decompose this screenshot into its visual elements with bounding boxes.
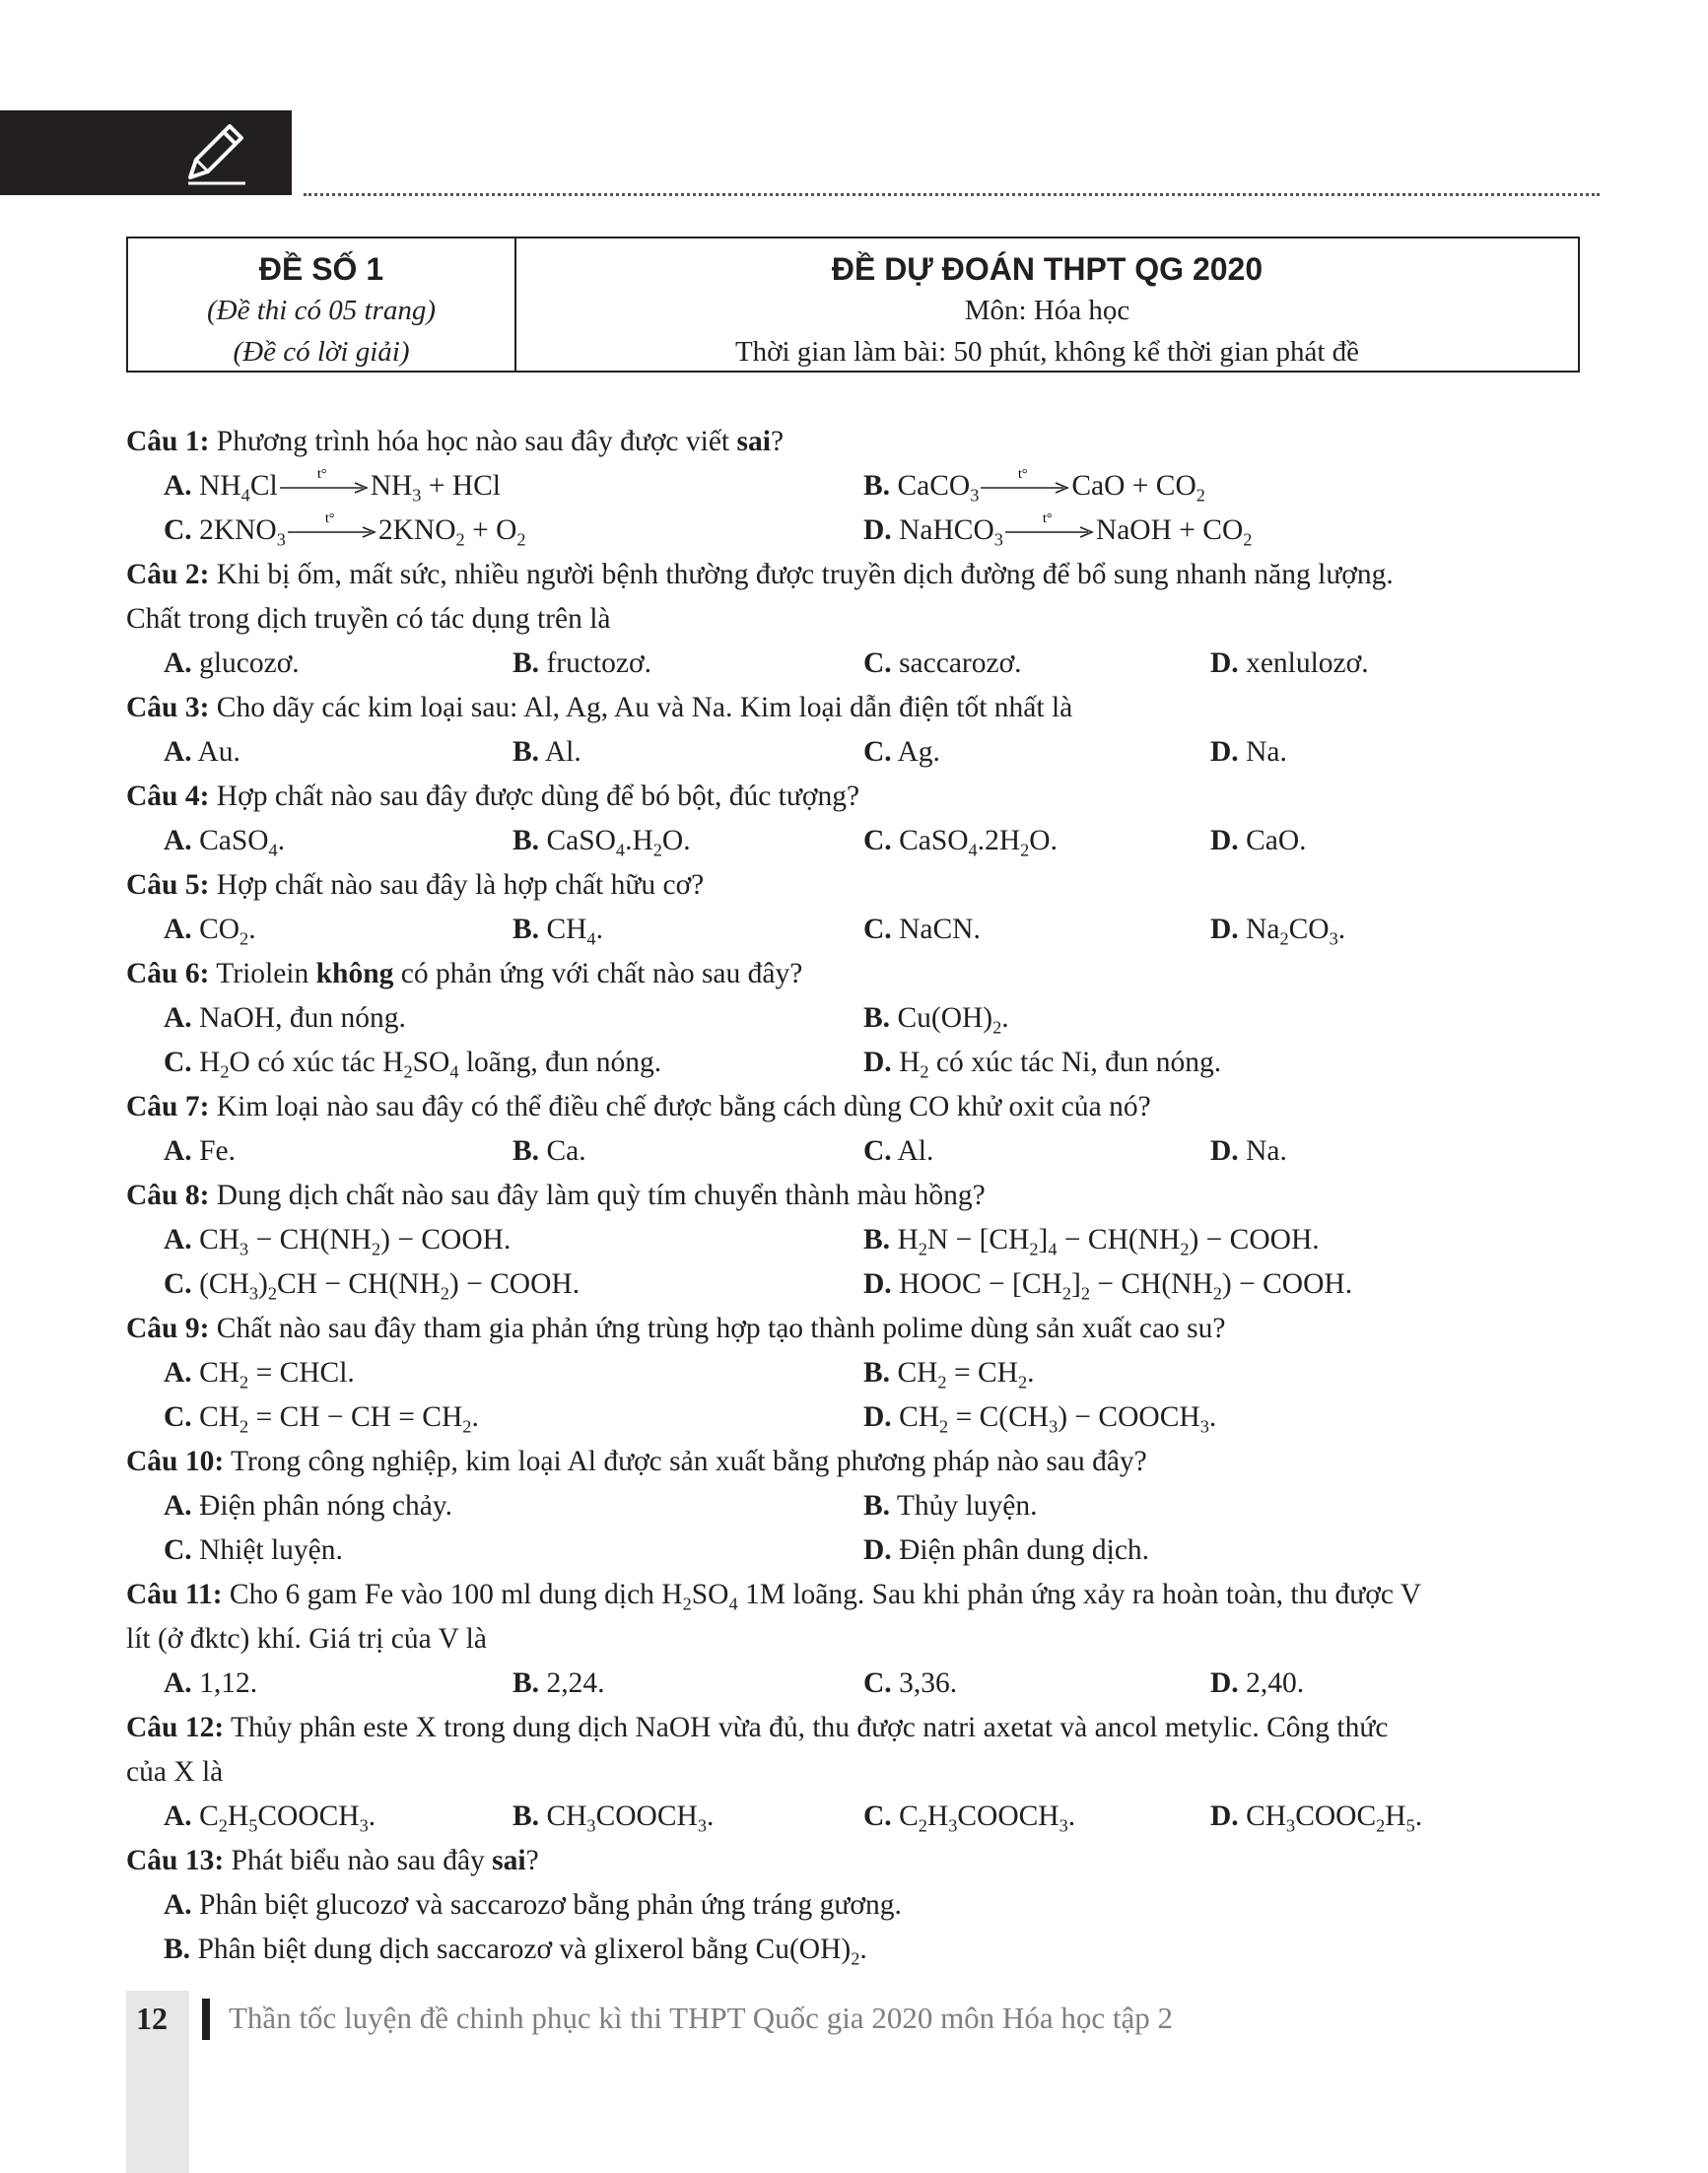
- question-9: Câu 9: Chất nào sau đây tham gia phản ứng trùng hợp tạo thành polime dùng sản xuất cao su?: [126, 1313, 1226, 1344]
- reaction-arrow: [981, 468, 1069, 498]
- question-7-options: A. Fe. B. Ca. C. Al. D. Na.: [164, 1135, 1287, 1167]
- question-8-options-cd: C. $(CH_3)_2CH - CH(NH_2)$ − COOH. D. HOOC − $[CH_2]_2 - CH(NH_2)$ − COOH.: [164, 1268, 1353, 1304]
- dotted-divider: [304, 193, 1600, 196]
- svg-text:t°: t°: [324, 512, 335, 527]
- question-10-options-cd: C. Nhiệt luyện. D. Điện phân dung dịch.: [164, 1534, 1150, 1566]
- solution-note: (Đề có lời giải): [233, 336, 410, 368]
- question-4-options: A. CaSO$_4$. B. $CaSO_4.H_2O$. C. $CaSO_4.2H_2O$. D. CaO.: [164, 825, 1307, 860]
- svg-text:t°: t°: [1018, 468, 1028, 483]
- question-6-options-cd: C. $H_2O$ có xúc tác $H_2SO_4$ loãng, đun nóng. D. $H_2$ có xúc tác Ni, đun nóng.: [164, 1047, 1222, 1082]
- question-1: Câu 1: Phương trình hóa học nào sau đây được viết sai?: [126, 426, 785, 457]
- question-13-option-b: B. Phân biệt dung dịch saccarozơ và glixerol bằng $Cu(OH)_2$.: [164, 1934, 867, 1969]
- book-title: Thần tốc luyện đề chinh phục kì thi THPT Quốc gia 2020 môn Hóa học tập 2: [229, 2001, 1173, 2035]
- footer-bar: [202, 1999, 210, 2040]
- question-2: Câu 2: Khi bị ốm, mất sức, nhiều người bệnh thường được truyền dịch đường để bổ sung nhanh năng lượng.: [126, 559, 1394, 590]
- question-10-options-ab: A. Điện phân nóng chảy. B. Thủy luyện.: [164, 1490, 1038, 1522]
- question-1-options-ab: A. $NH_4Cl$ t° $NH_3$ + HCl B. CaCO$_3$ t° CaO + $CO_2$: [164, 468, 1205, 506]
- question-8-options-ab: A. $CH_3 - CH(NH_2)$ − COOH. B. $H_2N - [CH_2]_4 - CH(NH_2)$ − COOH.: [164, 1224, 1320, 1259]
- question-3-options: A. Au. B. Al. C. Ag. D. Na.: [164, 736, 1287, 768]
- pencil-icon: [182, 120, 251, 189]
- question-12-cont: của X là: [126, 1756, 224, 1788]
- exam-time: Thời gian làm bài: 50 phút, không kể thời gian phát đề: [734, 336, 1360, 368]
- question-11-options: A. 1,12. B. 2,24. C. 3,36. D. 2,40.: [164, 1667, 1305, 1699]
- question-12-options: A. $C_2H_5COOCH_3$. B. $CH_3COOCH_3$. C. $C_2H_3COOCH_3$. D. $CH_3COOC_2H_5$.: [164, 1800, 1423, 1836]
- question-6: Câu 6: Triolein không có phản ứng với chất nào sau đây?: [126, 958, 803, 989]
- page-number: 12: [136, 2001, 168, 2036]
- question-11: Câu 11: Cho 6 gam Fe vào 100 ml dung dịch $H_2SO_4$ 1M loãng. Sau khi phản ứng xảy ra hoàn toàn, thu được V: [126, 1579, 1422, 1614]
- question-13-option-a: A. Phân biệt glucozơ và saccarozơ bằng phản ứng tráng gương.: [164, 1889, 902, 1921]
- question-10: Câu 10: Trong công nghiệp, kim loại Al được sản xuất bằng phương pháp nào sau đây?: [126, 1446, 1147, 1477]
- exam-title: ĐỀ DỰ ĐOÁN THPT QG 2020: [831, 251, 1264, 287]
- question-13: Câu 13: Phát biểu nào sau đây sai?: [126, 1845, 539, 1876]
- questions: [126, 420, 1585, 1972]
- question-4: Câu 4: Hợp chất nào sau đây được dùng để bó bột, đúc tượng?: [126, 781, 860, 812]
- reaction-arrow: [288, 512, 376, 542]
- question-12: Câu 12: Thủy phân este X trong dung dịch NaOH vừa đủ, thu được natri axetat và ancol metylic. Công thức: [126, 1712, 1389, 1743]
- reaction-arrow: [280, 468, 369, 498]
- svg-text:t°: t°: [1042, 512, 1053, 527]
- pages-note: (Đề thi có 05 trang): [207, 295, 436, 326]
- question-9-options-ab: A. $CH_2$ = CHCl. B. $CH_2 = CH_2$.: [164, 1357, 1035, 1392]
- header-tab: [0, 110, 292, 195]
- exam-number: ĐỀ SỐ 1: [258, 251, 384, 287]
- question-2-cont: Chất trong dịch truyền có tác dụng trên là: [126, 603, 611, 635]
- reaction-arrow: [1005, 512, 1094, 542]
- question-2-options: A. glucozơ. B. fructozơ. C. saccarozơ. D. xenlulozơ.: [164, 647, 1369, 679]
- subject: Môn: Hóa học: [964, 295, 1130, 326]
- question-6-options-ab: A. NaOH, đun nóng. B. $Cu(OH)_2$.: [164, 1002, 1009, 1038]
- question-1-options-cd: C. $2KNO_3$ t° $2KNO_2 + O_2$ D. NaHCO$_3$ t° NaOH + $CO_2$: [164, 512, 1253, 550]
- svg-text:t°: t°: [316, 468, 327, 483]
- question-8: Câu 8: Dung dịch chất nào sau đây làm quỳ tím chuyển thành màu hồng?: [126, 1180, 986, 1211]
- question-7: Câu 7: Kim loại nào sau đây có thể điều chế được bằng cách dùng CO khử oxit của nó?: [126, 1091, 1151, 1122]
- question-3: Câu 3: Cho dãy các kim loại sau: Al, Ag, Au và Na. Kim loại dẫn điện tốt nhất là: [126, 692, 1073, 723]
- question-9-options-cd: C. $CH_2$ = CH − CH = $CH_2$. D. $CH_2 = C(CH_3)$ − $COOCH_3$.: [164, 1401, 1217, 1437]
- question-11-cont: lít (ở đktc) khí. Giá trị của V là: [126, 1623, 487, 1655]
- question-5: Câu 5: Hợp chất nào sau đây là hợp chất hữu cơ?: [126, 869, 705, 901]
- question-5-options: A. $CO_2$. B. $CH_4$. C. NaCN. D. $Na_2CO_3$.: [164, 914, 1346, 949]
- exam-header-box: [126, 237, 1580, 373]
